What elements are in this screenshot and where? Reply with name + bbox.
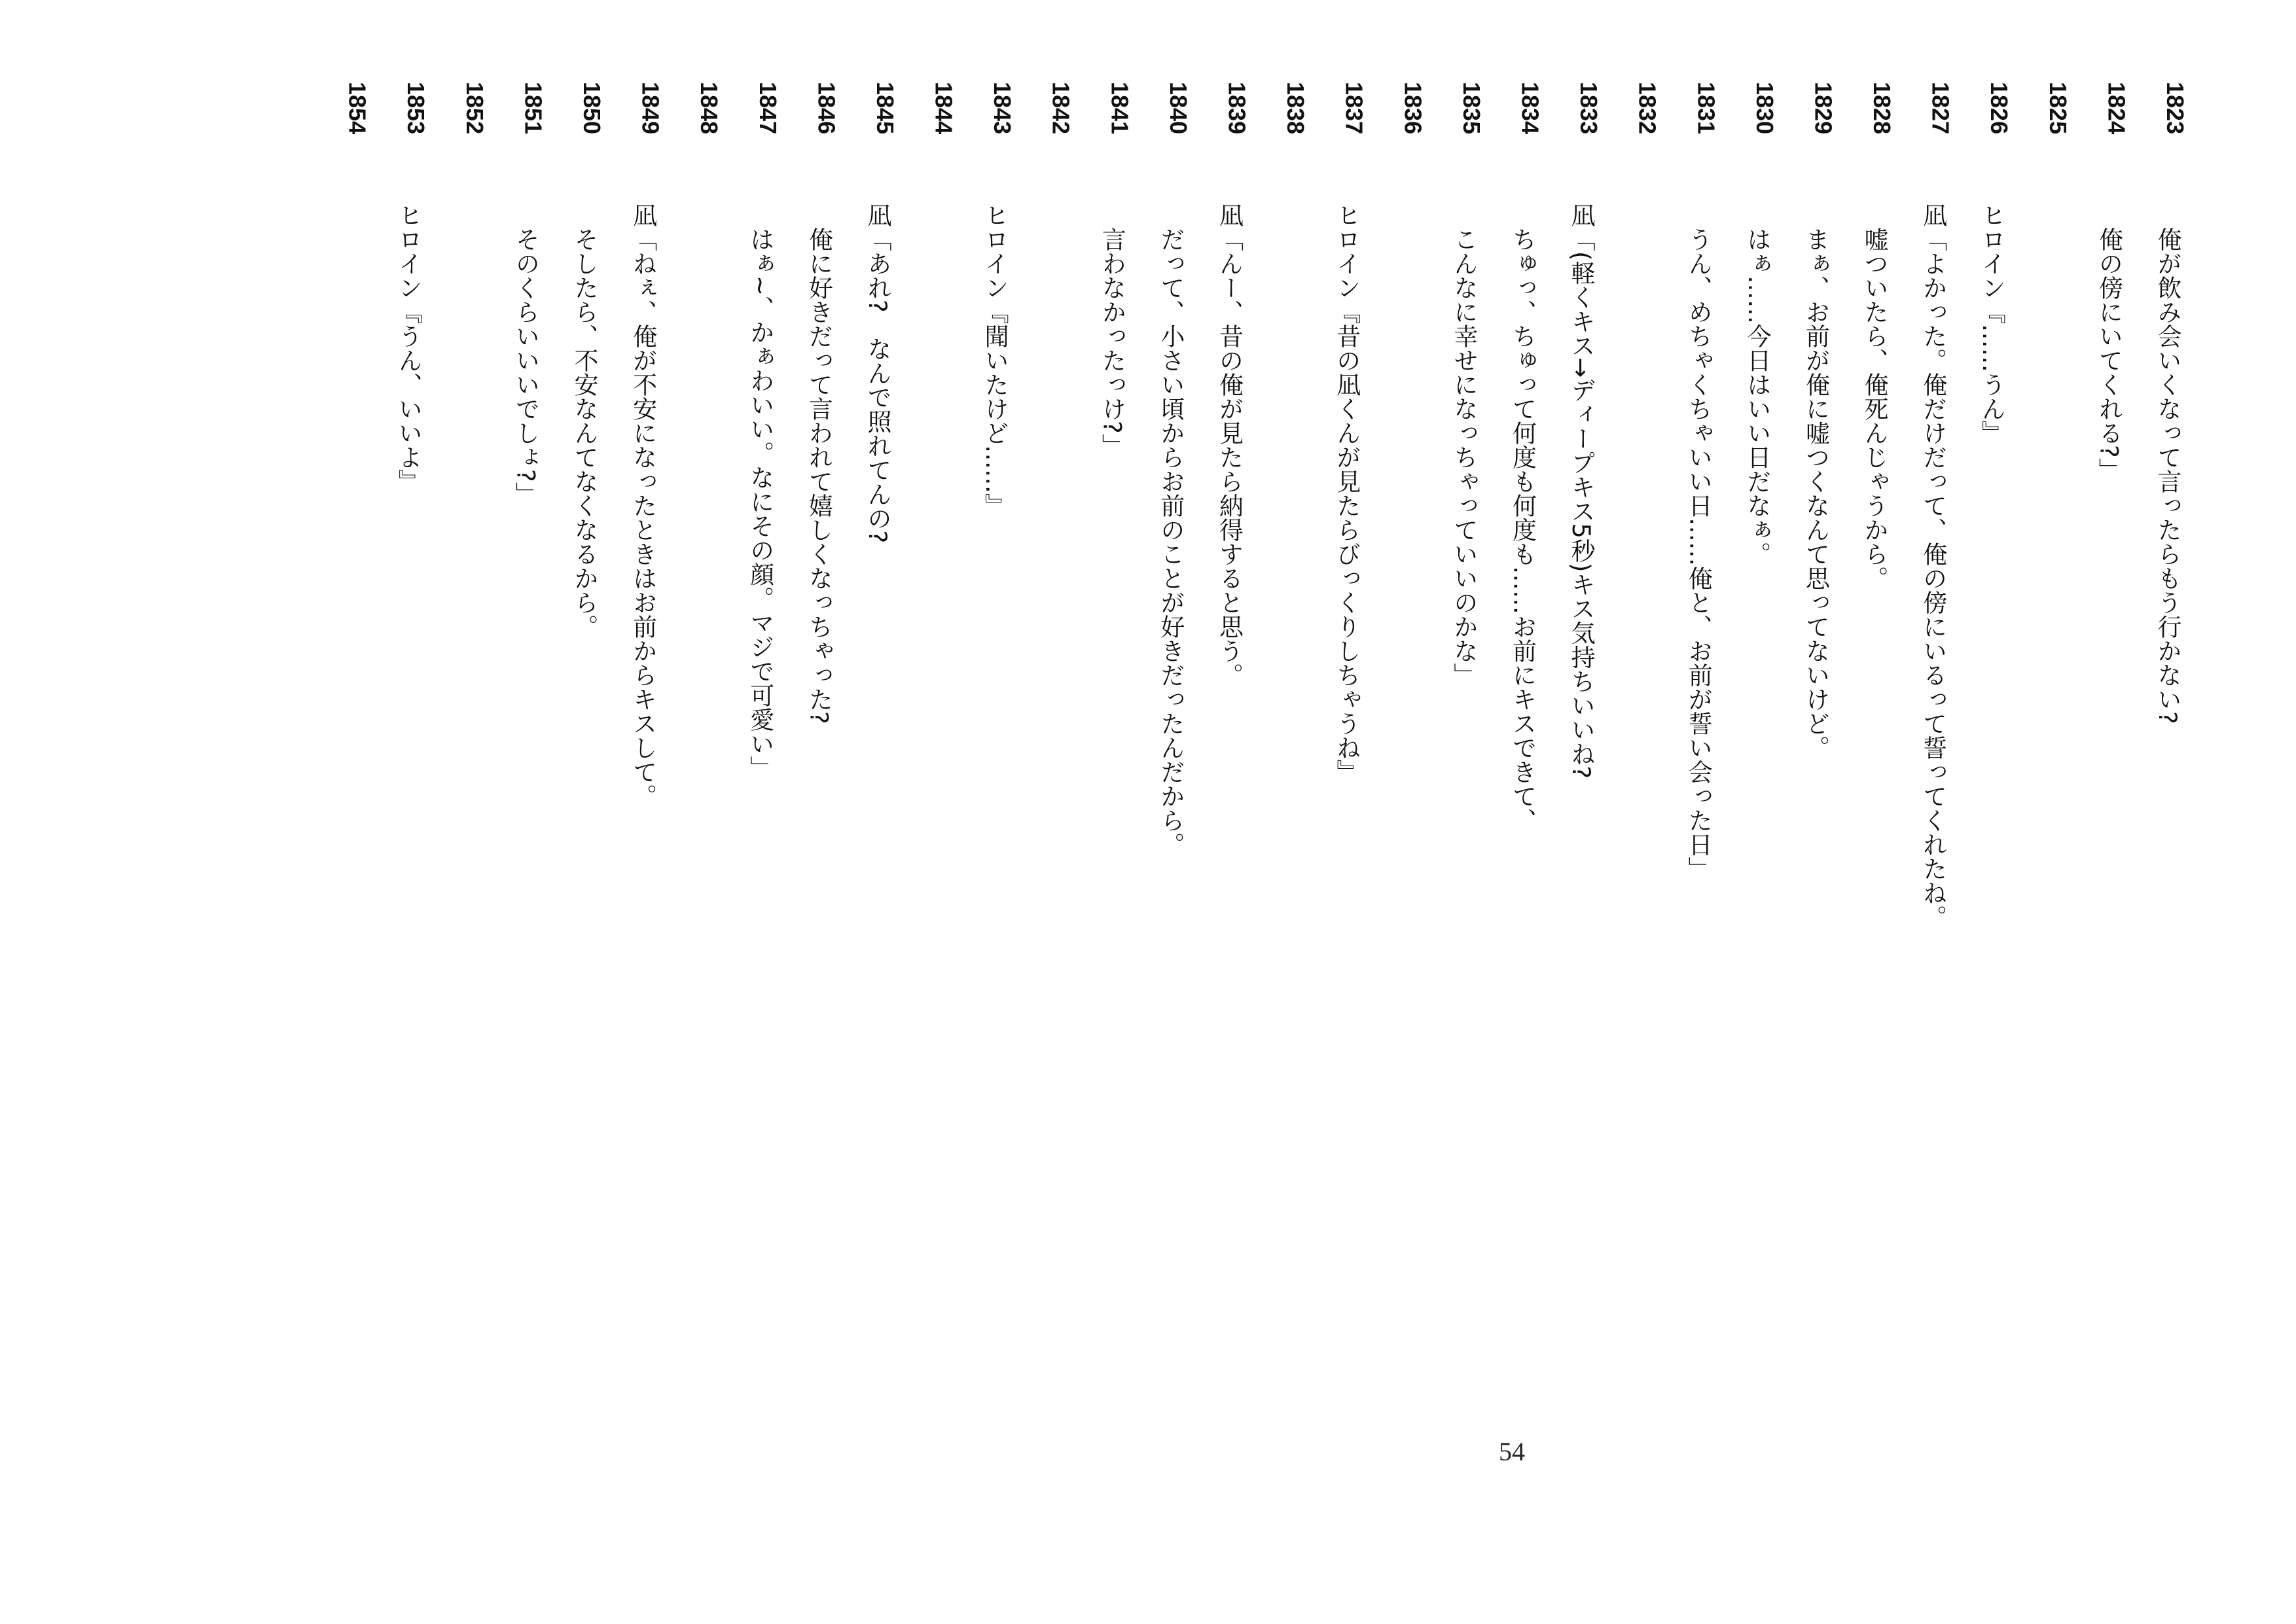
line-text: 俺が飲み会いくなって言ったらもう行かない? [2153,203,2181,724]
line-text: ヒロイン『昔の凪くんが見たらびっくりしちゃうね』 [1332,203,1361,784]
line-number: 1837 [1340,82,1368,135]
script-line [1911,82,1970,1489]
script-line [1677,82,1736,1489]
line-number: 1845 [871,82,899,135]
line-number: 1832 [1634,82,1661,135]
line-number: 1854 [344,82,371,135]
line-text: まぁ、お前が俺に嘘つくなんて思ってないけど。 [1801,203,1830,760]
script-line [1325,82,1384,1489]
line-number: 1824 [2103,82,2130,135]
script-line [2028,82,2087,1489]
script-line [1735,82,1794,1489]
script-line [1149,82,1208,1489]
line-text: そしたら、不安なんてなくなるから。 [569,203,598,639]
line-number: 1830 [1751,82,1778,135]
script-line [2087,82,2146,1489]
line-text: ちゅっ、ちゅって何度も何度も……お前にキスできて、 [1508,203,1537,832]
line-text: 凪「(軽くキス→ディープキス5秒)キス気持ちいいね? [1567,203,1596,779]
script-line [328,82,387,1489]
line-number: 1833 [1575,82,1603,135]
line-text: 凪「よかった。俺だけだって、俺の傍にいるって誓ってくれたね。 [1918,203,1947,929]
script-line [562,82,621,1489]
script-line [1852,82,1911,1489]
line-text: うん、めちゃくちゃいい日……俺と、お前が誓い会った日」 [1684,203,1713,881]
script-line [387,82,446,1489]
line-number: 1842 [1047,82,1075,135]
line-number: 1840 [1164,82,1192,135]
line-text: 凪「ねぇ、俺が不安になったときはお前からキスして。 [628,203,657,808]
line-text: 俺の傍にいてくれる?」 [2094,203,2123,482]
line-text: だって、小さい頃からお前のことが好きだったんだから。 [1156,203,1185,856]
line-text: こんなに幸せになっちゃっていいのかな」 [1449,203,1478,687]
line-number: 1839 [1223,82,1251,135]
script-line [1970,82,2029,1489]
line-number: 1851 [520,82,547,135]
line-text: はぁ~、かぁわいい。なにその顔。マジで可愛い」 [745,203,774,781]
line-number: 1853 [403,82,430,135]
line-text: ヒロイン『うん、いいよ』 [394,203,423,493]
script-line [855,82,914,1489]
line-text: 俺に好きだって言われて嬉しくなっちゃった? [804,203,833,724]
script-line [445,82,504,1489]
line-text: 凪「あれ? なんで照れてんの? [863,203,891,544]
line-number: 1828 [1869,82,1896,135]
line-text: はぁ……今日はいい日だなぁ。 [1742,203,1771,566]
line-text: そのくらいいいでしょ?」 [511,203,540,506]
line-text: 凪「んー、昔の俺が見たら納得すると思う。 [1215,203,1244,687]
script-line [1031,82,1090,1489]
line-number: 1843 [989,82,1016,135]
line-number: 1826 [1986,82,2013,135]
line-number: 1850 [578,82,605,135]
script-line [1090,82,1149,1489]
script-line [680,82,739,1489]
line-number: 1844 [930,82,958,135]
line-text: 嘘ついたら、俺死んじゃうから。 [1860,203,1889,590]
line-number: 1838 [1282,82,1310,135]
line-number: 1834 [1516,82,1544,135]
line-number: 1846 [813,82,840,135]
script-line [2145,82,2204,1489]
line-number: 1841 [1106,82,1134,135]
script-line [738,82,797,1489]
script-line [621,82,680,1489]
line-number: 1825 [2044,82,2072,135]
line-text: ヒロイン『……うん』 [1977,203,2006,445]
script-line [914,82,973,1489]
line-number: 1831 [1693,82,1720,135]
line-number: 1852 [461,82,488,135]
line-number: 1836 [1399,82,1427,135]
line-number: 1848 [696,82,723,135]
page-number: 54 [1499,1437,1525,1466]
script-line [1442,82,1501,1489]
line-number: 1849 [637,82,664,135]
script-line [1618,82,1677,1489]
line-number: 1823 [2162,82,2189,135]
script-body [328,82,2204,1489]
script-line [1384,82,1443,1489]
script-line [1208,82,1266,1489]
script-line [1559,82,1618,1489]
line-text: ヒロイン『聞いたけど……』 [980,203,1009,518]
line-number: 1847 [754,82,781,135]
script-line [1266,82,1325,1489]
script-line [1501,82,1560,1489]
line-number: 1829 [1810,82,1837,135]
script-line [1794,82,1853,1489]
script-line [504,82,563,1489]
line-number: 1835 [1458,82,1485,135]
script-line [797,82,856,1489]
script-line [973,82,1032,1489]
line-text: 言わなかったっけ?」 [1098,203,1126,458]
line-number: 1827 [1927,82,1954,135]
